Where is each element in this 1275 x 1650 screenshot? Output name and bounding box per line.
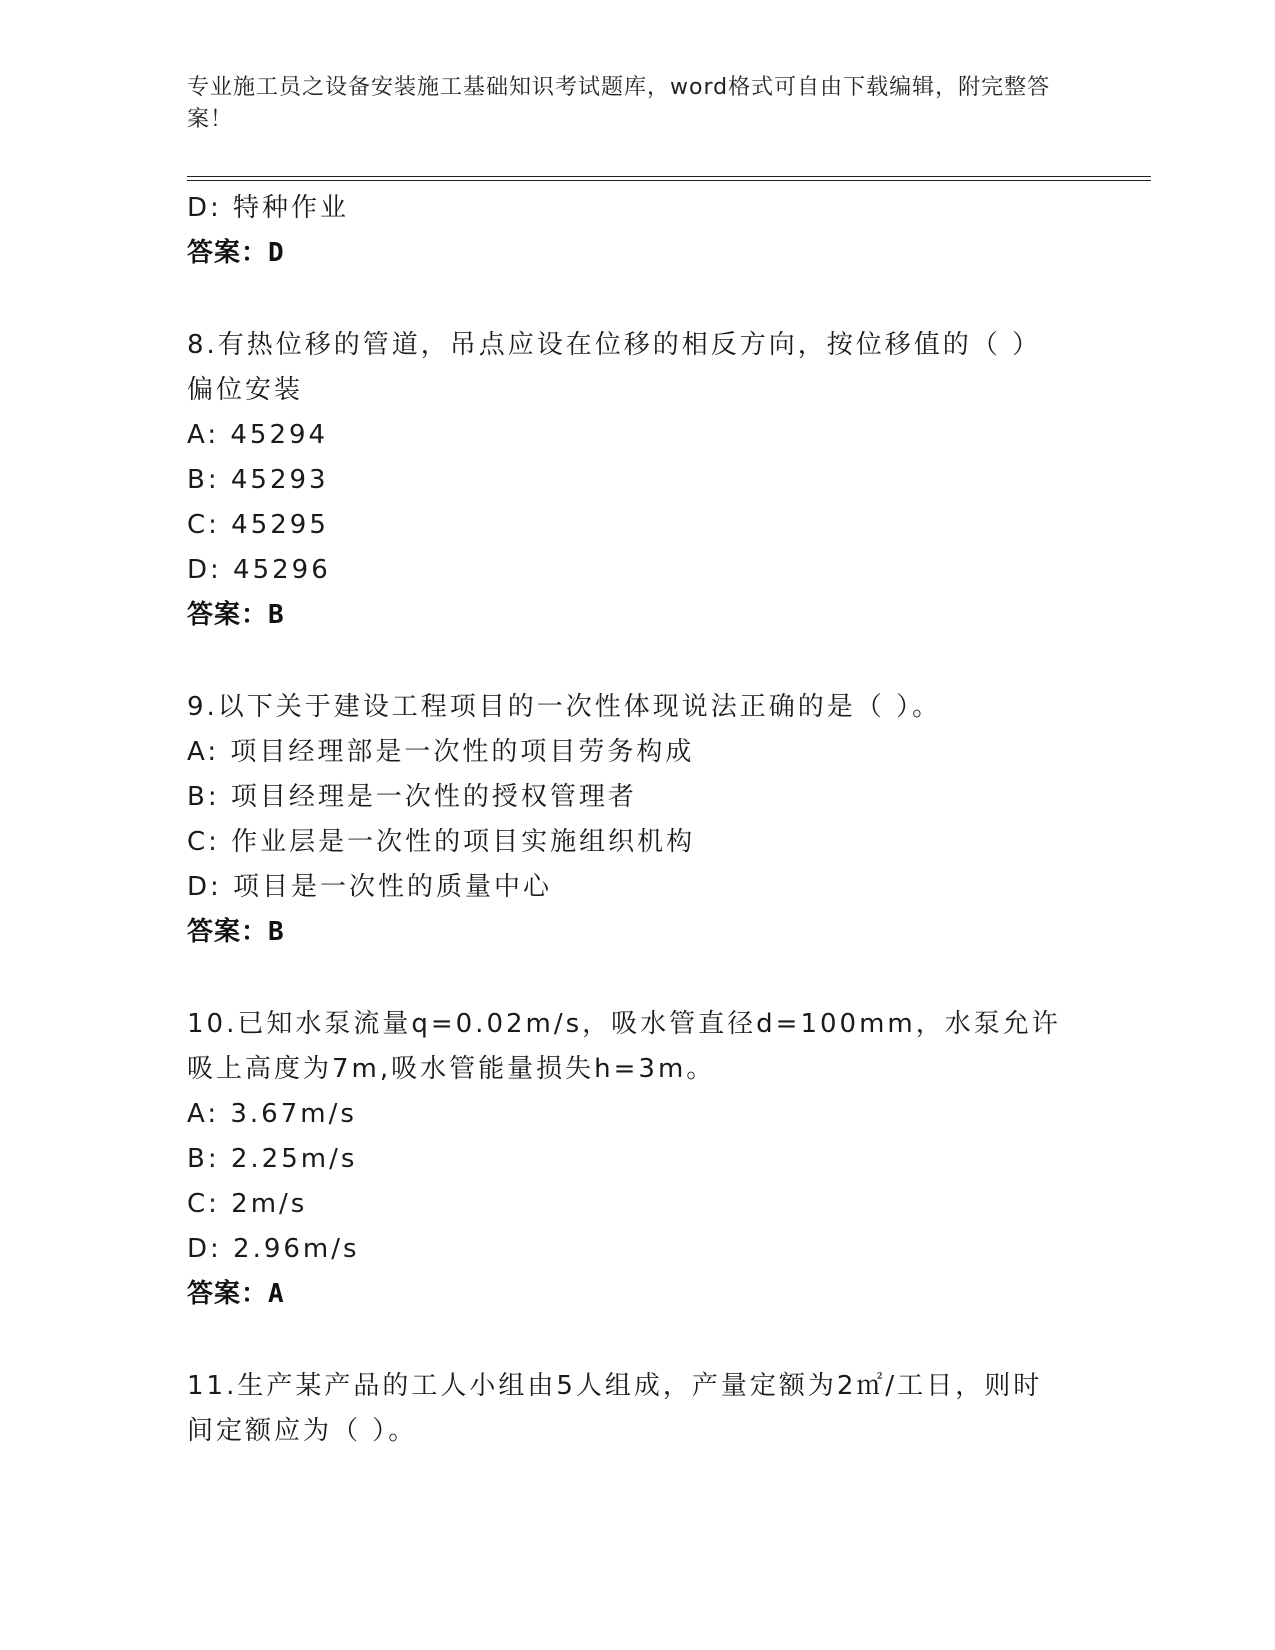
answer-label: 答案： [187,238,269,268]
answer-label: 答案： [187,917,269,947]
option-b: B: 项目经理是一次性的授权管理者 [187,782,637,812]
option-c: C: 45295 [187,510,329,540]
answer-line [187,593,1087,638]
answer-value: B [268,917,285,947]
question-stem: 8.有热位移的管道，吊点应设在位移的相反方向，按位移值的（ ）偏位安装 [187,330,1042,405]
question-list [187,186,1087,1454]
option-d: D: 45296 [187,555,331,585]
answer-label: 答案： [187,1279,269,1309]
option-c: C: 作业层是一次性的项目实施组织机构 [187,827,696,857]
option-b: B: 45293 [187,465,329,495]
answer-line [187,1272,1087,1317]
header-divider [187,176,1151,181]
question-stem: 11.生产某产品的工人小组由5人组成，产量定额为2㎡/工日，则时间定额应为（ ）。 [187,1371,1043,1446]
option-a: A: 3.67m/s [187,1099,357,1129]
option-a: A: 45294 [187,420,329,450]
option-d: D: 2.96m/s [187,1234,360,1264]
document-header: 专业施工员之设备安装施工基础知识考试题库，word格式可自由下载编辑，附完整答案！ [187,75,1051,132]
question-stem: 9.以下关于建设工程项目的一次性体现说法正确的是（ ）。 [187,692,942,722]
option-d: D: 特种作业 [187,193,350,223]
answer-value: D [268,238,285,268]
answer-line [187,910,1087,955]
answer-label: 答案： [187,600,269,630]
option-a: A: 项目经理部是一次性的项目劳务构成 [187,737,695,767]
option-c: C: 2m/s [187,1189,308,1219]
option-d: D: 项目是一次性的质量中心 [187,872,553,902]
answer-line [187,231,1087,276]
answer-value: B [268,600,285,630]
answer-value: A [268,1279,285,1309]
option-b: B: 2.25m/s [187,1144,358,1174]
question-stem: 10.已知水泵流量q=0.02m/s，吸水管直径d=100mm，水泵允许吸上高度为7m,吸水管能量损失h=3m。 [187,1009,1061,1084]
